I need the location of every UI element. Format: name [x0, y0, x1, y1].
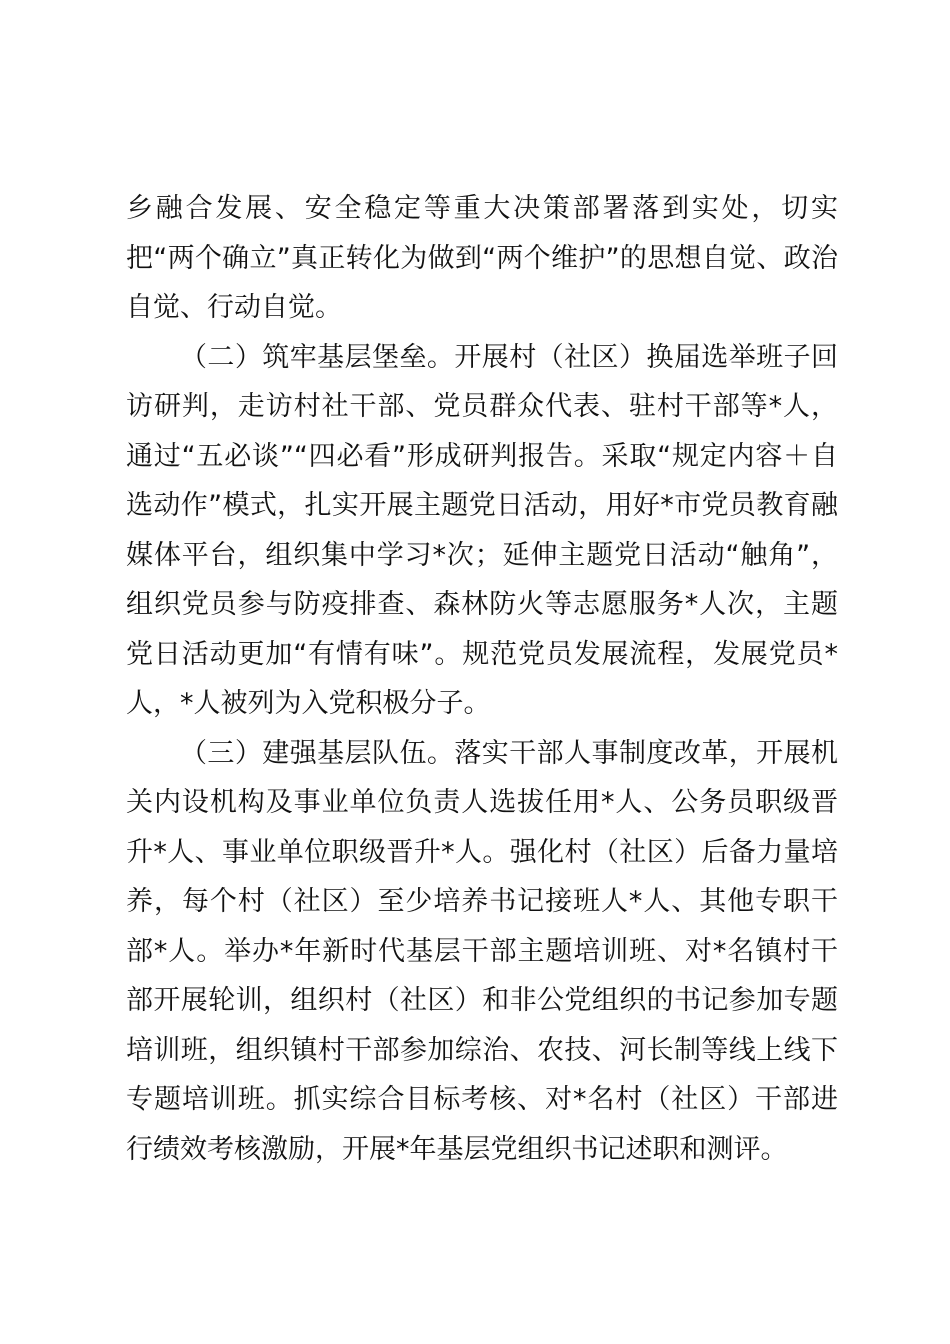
- paragraph-continuation: 乡融合发展、安全稳定等重大决策部署落到实处，切实把“两个确立”真正转化为做到“两个维护”的思想自觉、政治自觉、行动自觉。: [126, 193, 838, 323]
- document-body: [126, 184, 838, 1174]
- paragraph-section-three: （三）建强基层队伍。落实干部人事制度改革，开展机关内设机构及事业单位负责人选拔任用*人、公务员职级晋升*人、事业单位职级晋升*人。强化村（社区）后备力量培养，每个村（社区）至少培养书记接班人*人、其他专职干部*人。举办*年新时代基层干部主题培训班、对*名镇村干部开展轮训，组织村（社区）和非公党组织的书记参加专题培训班，组织镇村干部参加综治、农技、河长制等线上线下专题培训班。抓实综合目标考核、对*名村（社区）干部进行绩效考核激励，开展*年基层党组织书记述职和测评。: [126, 737, 838, 1165]
- paragraph-section-two: （二）筑牢基层堡垒。开展村（社区）换届选举班子回访研判，走访村社干部、党员群众代表、驻村干部等*人，通过“五必谈”“四必看”形成研判报告。采取“规定内容＋自选动作”模式，扎实开展主题党日活动，用好*市党员教育融媒体平台，组织集中学习*次；延伸主题党日活动“触角”，组织党员参与防疫排查、森林防火等志愿服务*人次，主题党日活动更加“有情有味”。规范党员发展流程，发展党员*人，*人被列为入党积极分子。: [126, 341, 838, 719]
